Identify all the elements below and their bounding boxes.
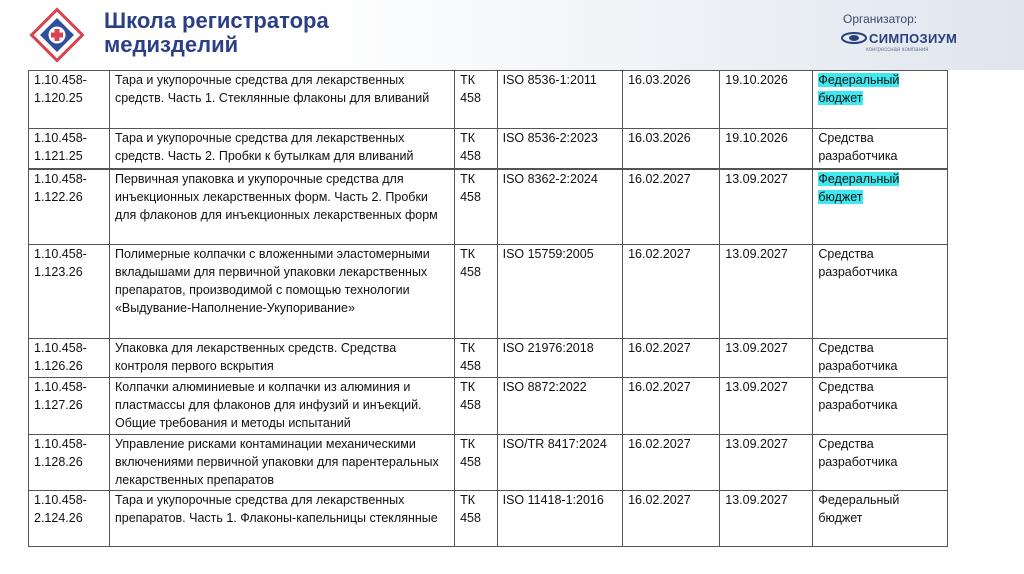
- committee-prefix: ТК: [460, 73, 476, 87]
- cell-funding: [813, 339, 948, 378]
- cell-date-start: 16.02.2027: [623, 245, 720, 339]
- cell-standard: ISO 15759:2005: [497, 245, 623, 339]
- cell-committee: [455, 378, 498, 435]
- cell-name: Упаковка для лекарственных средств. Средства контроля первого вскрытия: [109, 339, 454, 378]
- cell-date-start: 16.03.2026: [623, 129, 720, 169]
- cell-date-end: 13.09.2027: [720, 339, 813, 378]
- cell-standard: ISO 8872:2022: [497, 378, 623, 435]
- committee-prefix: ТК: [460, 437, 476, 451]
- committee-number: 458: [460, 398, 481, 412]
- cell-date-end: 13.09.2027: [720, 169, 813, 245]
- table-row: [29, 169, 948, 245]
- cell-funding: [813, 491, 948, 547]
- cell-committee: [455, 339, 498, 378]
- table-row: [29, 71, 948, 129]
- cell-committee: [455, 71, 498, 129]
- code-part-1: 1.10.458-: [34, 73, 87, 87]
- committee-prefix: ТК: [460, 171, 476, 186]
- funding-line-2: бюджет: [818, 189, 863, 204]
- code-part-1: 1.10.458-: [34, 493, 87, 507]
- code-part-2: 1.128.26: [34, 455, 83, 469]
- organizer-label: Организатор:: [843, 12, 918, 26]
- funding-line-1: Средства: [818, 380, 874, 394]
- committee-prefix: ТК: [460, 247, 476, 261]
- code-part-1: 1.10.458-: [34, 341, 87, 355]
- code-part-1: 1.10.458-: [34, 380, 87, 394]
- cell-committee: [455, 491, 498, 547]
- table-row: [29, 245, 948, 339]
- code-part-2: 1.123.26: [34, 265, 83, 279]
- cell-name: Первичная упаковка и укупорочные средства для инъекционных лекарственных форм. Часть 2. Пробки для флаконов для инъекционных лекарственных форм: [109, 169, 454, 245]
- cell-funding: [813, 169, 948, 245]
- cell-date-start: 16.02.2027: [623, 491, 720, 547]
- committee-number: 458: [460, 359, 481, 373]
- funding-line-1: Средства: [818, 247, 874, 261]
- committee-number: 458: [460, 91, 481, 105]
- funding-line-2: разработчика: [818, 359, 898, 373]
- cell-code: [29, 129, 110, 169]
- cell-code: [29, 378, 110, 435]
- committee-prefix: ТК: [460, 341, 476, 355]
- committee-number: 458: [460, 265, 481, 279]
- cell-name: Тара и укупорочные средства для лекарственных средств. Часть 1. Стеклянные флаконы для вливаний: [109, 71, 454, 129]
- committee-prefix: ТК: [460, 493, 476, 507]
- code-part-2: 1.120.25: [34, 91, 83, 105]
- table-row: [29, 339, 948, 378]
- funding-line-1: Федеральный: [818, 493, 900, 507]
- cell-standard: ISO 8362-2:2024: [497, 169, 623, 245]
- cell-name: Управление рисками контаминации механическими включениями первичной упаковки для парентеральных лекарственных препаратов: [109, 435, 454, 491]
- committee-number: 458: [460, 189, 481, 204]
- cell-code: [29, 339, 110, 378]
- funding-line-2: разработчика: [818, 455, 898, 469]
- organizer-name: СИМПОЗИУМ: [869, 31, 958, 46]
- code-part-2: 1.127.26: [34, 398, 83, 412]
- cell-date-end: 13.09.2027: [720, 378, 813, 435]
- table-row: [29, 435, 948, 491]
- cell-code: [29, 71, 110, 129]
- funding-line-1: Федеральный: [818, 73, 900, 87]
- cell-funding: [813, 378, 948, 435]
- title-line-1: Школа регистратора: [104, 8, 329, 33]
- cell-date-start: 16.02.2027: [623, 339, 720, 378]
- cell-standard: ISO 21976:2018: [497, 339, 623, 378]
- cell-funding: [813, 129, 948, 169]
- cell-funding: [813, 245, 948, 339]
- cell-code: [29, 245, 110, 339]
- funding-line-2: бюджет: [818, 511, 863, 525]
- committee-number: 458: [460, 511, 481, 525]
- code-part-1: 1.10.458-: [34, 247, 87, 261]
- cell-name: Полимерные колпачки с вложенными эластомерными вкладышами для первичной упаковки лекарственных препаратов, производимой с помощью технологии «Выдувание-Наполнение-Укупоривание»: [109, 245, 454, 339]
- cell-date-start: 16.02.2027: [623, 435, 720, 491]
- organizer-subtitle: конгрессная компания: [866, 47, 929, 53]
- cell-funding: [813, 435, 948, 491]
- funding-line-2: разработчика: [818, 265, 898, 279]
- cell-date-end: 19.10.2026: [720, 129, 813, 169]
- page-title: [104, 9, 329, 57]
- code-part-1: 1.10.458-: [34, 171, 87, 186]
- funding-line-1: Средства: [818, 437, 874, 451]
- code-part-2: 1.122.26: [34, 189, 83, 204]
- table-row: [29, 378, 948, 435]
- cell-committee: [455, 169, 498, 245]
- cell-standard: ISO 8536-2:2023: [497, 129, 623, 169]
- funding-line-1: Средства: [818, 131, 874, 145]
- cell-date-end: 13.09.2027: [720, 245, 813, 339]
- code-part-1: 1.10.458-: [34, 437, 87, 451]
- cell-committee: [455, 245, 498, 339]
- cell-committee: [455, 435, 498, 491]
- medical-cross-logo-icon: [28, 6, 86, 64]
- cell-date-start: 16.02.2027: [623, 169, 720, 245]
- cell-date-start: 16.02.2027: [623, 378, 720, 435]
- cell-code: [29, 435, 110, 491]
- cell-funding: [813, 71, 948, 129]
- cell-name: Колпачки алюминиевые и колпачки из алюминия и пластмассы для флаконов для инфузий и инъекций. Общие требования и методы испытаний: [109, 378, 454, 435]
- cell-committee: [455, 129, 498, 169]
- code-part-2: 1.121.25: [34, 149, 83, 163]
- code-part-1: 1.10.458-: [34, 131, 87, 145]
- title-line-2: медизделий: [104, 32, 239, 57]
- cell-code: [29, 491, 110, 547]
- table-row: [29, 491, 948, 547]
- funding-line-1: Средства: [818, 341, 874, 355]
- cell-standard: ISO 11418-1:2016: [497, 491, 623, 547]
- cell-date-start: 16.03.2026: [623, 71, 720, 129]
- standards-table: [28, 70, 948, 547]
- committee-prefix: ТК: [460, 131, 476, 145]
- cell-date-end: 13.09.2027: [720, 491, 813, 547]
- code-part-2: 2.124.26: [34, 511, 83, 525]
- cell-name: Тара и укупорочные средства для лекарственных препаратов. Часть 1. Флаконы-капельницы стеклянные: [109, 491, 454, 547]
- cell-name: Тара и укупорочные средства для лекарственных средств. Часть 2. Пробки к бутылкам для вливаний: [109, 129, 454, 169]
- cell-standard: ISO 8536-1:2011: [497, 71, 623, 129]
- committee-number: 458: [460, 149, 481, 163]
- cell-code: [29, 169, 110, 245]
- funding-line-2: бюджет: [818, 91, 863, 105]
- funding-line-2: разработчика: [818, 149, 898, 163]
- committee-prefix: ТК: [460, 380, 476, 394]
- funding-line-1: Федеральный: [818, 171, 900, 186]
- table-row: [29, 129, 948, 169]
- committee-number: 458: [460, 455, 481, 469]
- slide-header: [0, 0, 1024, 70]
- cell-date-end: 19.10.2026: [720, 71, 813, 129]
- cell-date-end: 13.09.2027: [720, 435, 813, 491]
- organizer-logo-icon: [840, 30, 868, 46]
- code-part-2: 1.126.26: [34, 359, 83, 373]
- cell-standard: ISO/TR 8417:2024: [497, 435, 623, 491]
- funding-line-2: разработчика: [818, 398, 898, 412]
